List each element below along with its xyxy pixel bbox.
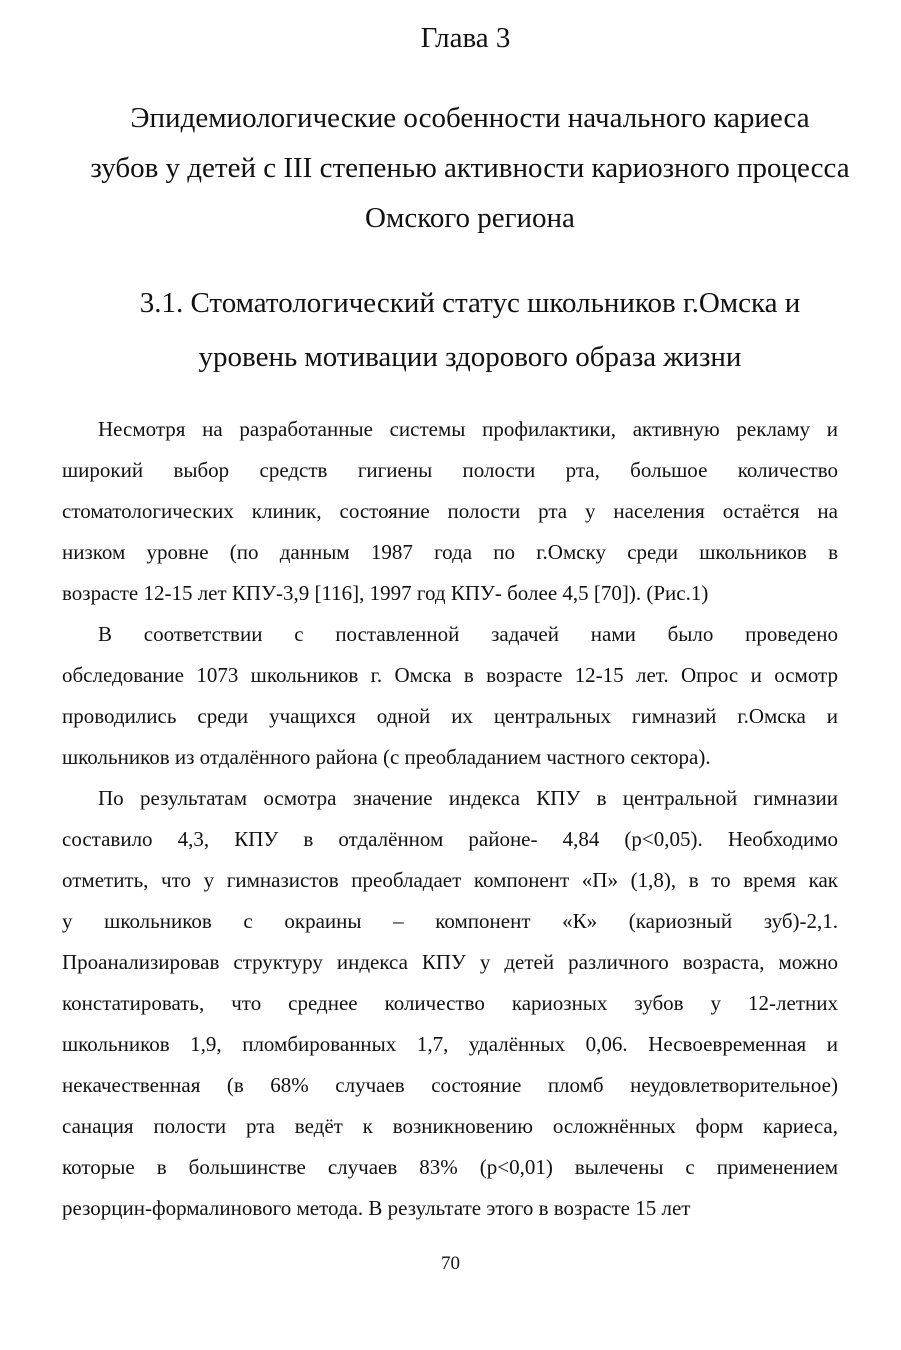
text-line: школьников из отдалённого района (с преобладанием частного сектора). <box>62 745 711 769</box>
text-line: проводились среди учащихся одной их центральных гимназий г.Омска и <box>62 704 838 728</box>
body-text <box>62 409 838 1229</box>
text-line: Несмотря на разработанные системы профилактики, активную рекламу и <box>98 417 838 441</box>
section-heading <box>40 276 900 384</box>
chapter-heading-line: зубов у детей с III степенью активности кариозного процесса <box>90 152 850 184</box>
text-line: некачественная (в 68% случаев состояние пломб неудовлетворительное) <box>62 1073 838 1097</box>
text-line: стоматологических клиник, состояние полости рта у населения остаётся на <box>62 499 838 523</box>
text-line: низком уровне (по данным 1987 года по г.Омску среди школьников в <box>62 540 838 564</box>
text-line: В соответствии с поставленной задачей нами было проведено <box>98 622 838 646</box>
text-line: школьников 1,9, пломбированных 1,7, удалённых 0,06. Несвоевременная и <box>62 1032 838 1056</box>
text-line: обследование 1073 школьников г. Омска в возрасте 12-15 лет. Опрос и осмотр <box>62 663 838 687</box>
text-line: которые в большинстве случаев 83% (р<0,01) вылечены с применением <box>62 1155 838 1179</box>
chapter-heading-line: Омского региона <box>365 202 575 234</box>
paragraph <box>62 409 838 614</box>
chapter-heading <box>40 93 900 243</box>
text-line: санация полости рта ведёт к возникновению осложнённых форм кариеса, <box>62 1114 838 1138</box>
chapter-title: Глава 3 <box>420 22 511 54</box>
text-line: констатировать, что среднее количество кариозных зубов у 12-летних <box>62 991 838 1015</box>
paragraph <box>62 614 838 778</box>
text-line: широкий выбор средств гигиены полости рта, большое количество <box>62 458 838 482</box>
text-line: По результатам осмотра значение индекса КПУ в центральной гимназии <box>98 786 838 810</box>
text-line: у школьников с окраины – компонент «К» (кариозный зуб)-2,1. <box>62 909 838 933</box>
page-number: 70 <box>441 1253 460 1274</box>
chapter-heading-line: Эпидемиологические особенности начального кариеса <box>130 102 810 134</box>
text-line: резорцин-формалинового метода. В результате этого в возрасте 15 лет <box>62 1196 691 1220</box>
section-heading-line: уровень мотивации здорового образа жизни <box>198 341 742 373</box>
text-line: отметить, что у гимназистов преобладает компонент «П» (1,8), в то время как <box>62 868 838 892</box>
section-heading-line: 3.1. Стоматологический статус школьников г.Омска и <box>139 287 801 319</box>
paragraph <box>62 778 838 1229</box>
text-line: возрасте 12-15 лет КПУ-3,9 [116], 1997 год КПУ- более 4,5 [70]). (Рис.1) <box>62 581 709 605</box>
text-line: Проанализировав структуру индекса КПУ у детей различного возраста, можно <box>62 950 838 974</box>
text-line: составило 4,3, КПУ в отдалённом районе- 4,84 (р<0,05). Необходимо <box>62 827 838 851</box>
